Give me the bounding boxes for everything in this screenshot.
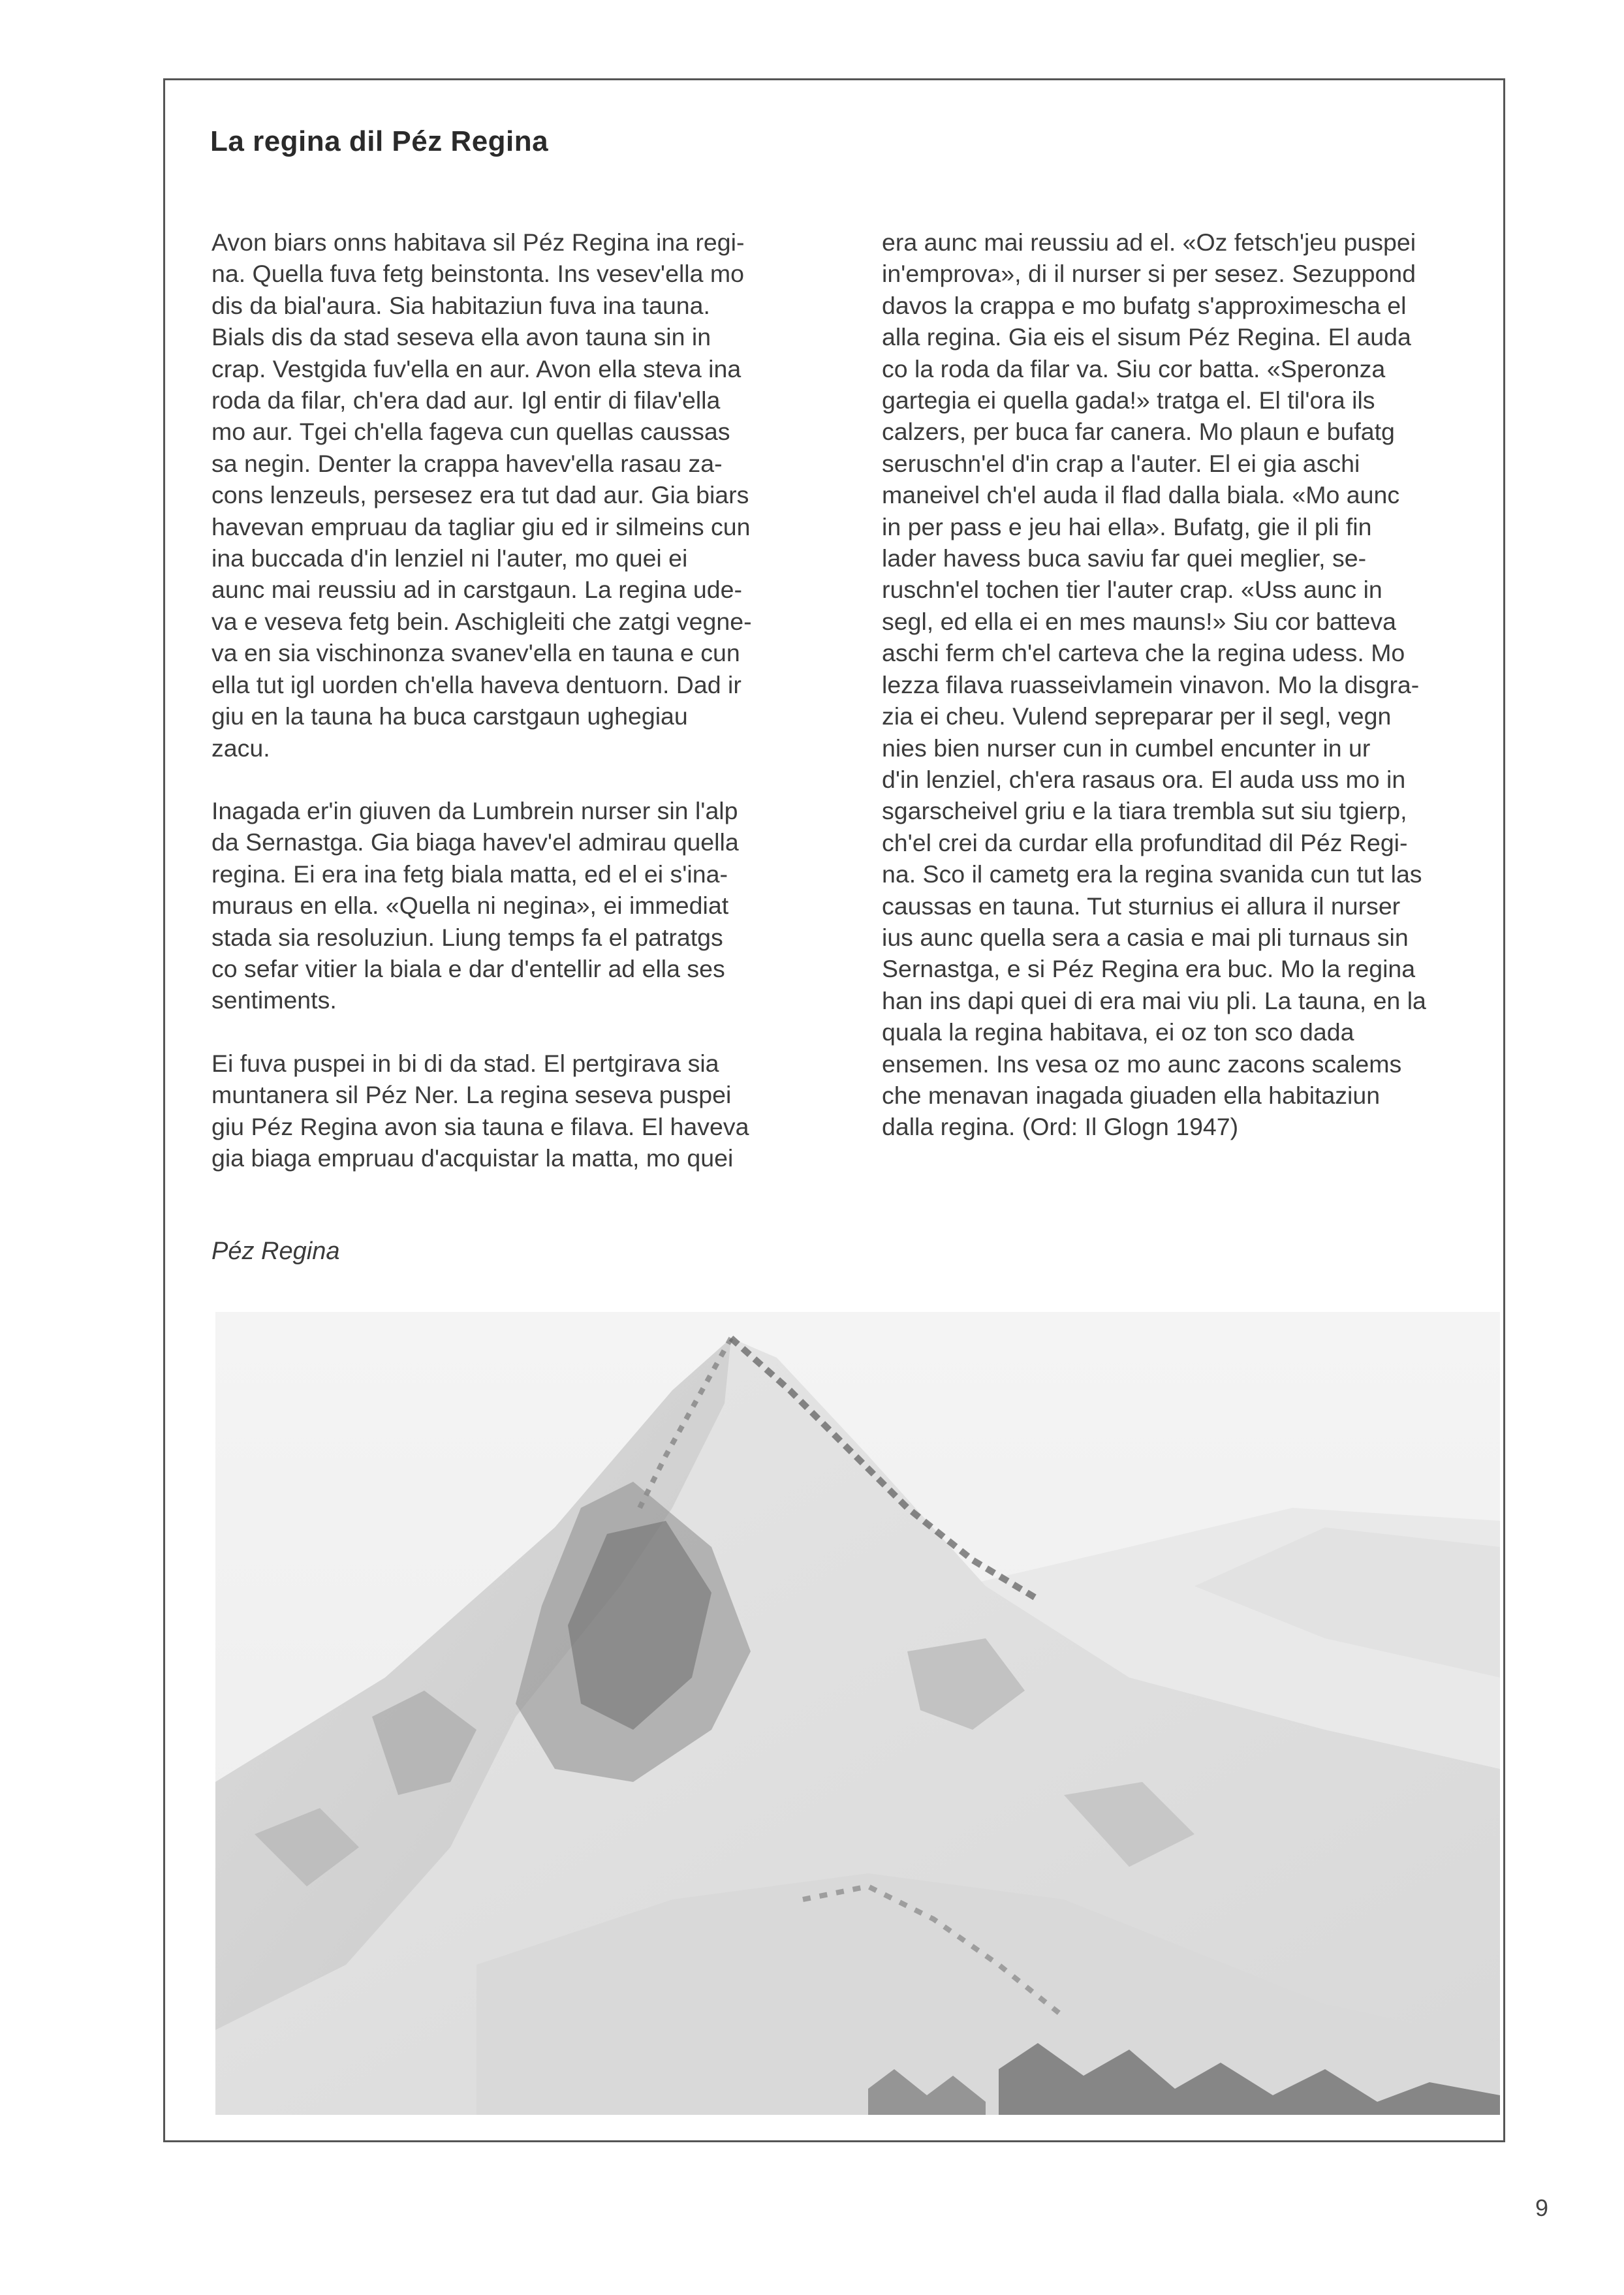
text-line: davos la crappa e mo bufatg s'approximescha el <box>882 291 1407 319</box>
right-text-column <box>882 226 1499 1174</box>
text-line: mo aur. Tgei ch'ella fageva cun quellas caussas <box>211 418 730 446</box>
text-line: ius aunc quella sera a casia e mai pli turnaus sin <box>882 923 1409 951</box>
text-line: in per pass e jeu hai ella». Bufatg, gie il pli fin <box>882 512 1372 540</box>
text-line: Bials dis da stad seseva ella avon tauna sin in <box>211 323 711 351</box>
text-line: ch'el crei da curdar ella profunditad dil Péz Regi- <box>882 828 1408 856</box>
text-line: muntanera sil Péz Ner. La regina seseva puspei <box>211 1081 732 1109</box>
text-line: co la roda da filar va. Siu cor batta. «Speronza <box>882 354 1386 382</box>
text-line: giu en la tauna ha buca carstgaun ughegiau <box>211 702 688 730</box>
text-line: Inagada er'in giuven da Lumbrein nurser sin l'alp <box>211 796 738 824</box>
text-line: seruschn'el d'in crap a l'auter. El ei gia aschi <box>882 449 1360 477</box>
paragraph <box>882 226 1499 1143</box>
text-line: Sernastga, e si Péz Regina era buc. Mo la regina <box>882 955 1416 983</box>
text-line: segl, ed ella ei en mes mauns!» Siu cor batteva <box>882 607 1396 635</box>
text-line: da Sernastga. Gia biaga havev'el admirau quella <box>211 828 739 856</box>
text-line: in'emprova», di il nurser si per sesez. Sezuppond <box>882 260 1416 288</box>
text-line: stada sia resoluziun. Liung temps fa el patratgs <box>211 923 723 951</box>
text-line: va e veseva fetg bein. Aschigleiti che zatgi vegne- <box>211 607 752 635</box>
text-line: muraus en ella. «Quella ni negina», ei immediat <box>211 892 729 920</box>
text-line: nies bien nurser cun in cumbel encunter in ur <box>882 734 1371 762</box>
text-line: ruschn'el tochen tier l'auter crap. «Uss aunc in <box>882 576 1382 604</box>
text-line: cons lenzeuls, persesez era tut dad aur. Gia biars <box>211 481 749 509</box>
text-line: na. Sco il cametg era la regina svanida cun tut las <box>882 860 1422 888</box>
text-line: sentiments. <box>211 986 337 1014</box>
text-line: roda da filar, ch'era dad aur. Igl entir di filav'ella <box>211 386 721 414</box>
text-line: regina. Ei era ina fetg biala matta, ed el ei s'ina- <box>211 860 728 888</box>
text-line: ella tut igl uorden ch'ella haveva dentuorn. Dad ir <box>211 670 742 698</box>
text-line: quala la regina habitava, ei oz ton sco dada <box>882 1018 1354 1046</box>
text-line: Ei fuva puspei in bi di da stad. El pertgirava sia <box>211 1049 719 1077</box>
paragraph <box>211 795 828 1016</box>
text-line: zia ei cheu. Vulend sepreparar per il segl, vegn <box>882 702 1392 730</box>
text-line: maneivel ch'el auda il flad dalla biala. «Mo aunc <box>882 481 1400 509</box>
text-line: sa negin. Denter la crappa havev'ella rasau za- <box>211 449 723 477</box>
mountain-photo <box>215 1312 1500 2115</box>
text-line: dalla regina. (Ord: Il Glogn 1947) <box>882 1113 1239 1141</box>
text-line: va en sia vischinonza svanev'ella en tauna e cun <box>211 639 740 667</box>
text-line: aschi ferm ch'el carteva che la regina udess. Mo <box>882 639 1405 667</box>
paragraph <box>211 1048 828 1174</box>
article-title: La regina dil Péz Regina <box>210 125 549 157</box>
text-line: d'in lenziel, ch'era rasaus ora. El auda uss mo in <box>882 765 1406 793</box>
text-line: caussas en tauna. Tut sturnius ei allura il nurser <box>882 892 1401 920</box>
photo-caption: Péz Regina <box>211 1238 340 1265</box>
text-line: lader havess buca saviu far quei meglier, se- <box>882 544 1367 572</box>
left-text-column <box>211 226 828 1205</box>
text-line: era aunc mai reussiu ad el. «Oz fetsch'jeu puspei <box>882 228 1416 256</box>
paragraph <box>211 226 828 764</box>
text-line: crap. Vestgida fuv'ella en aur. Avon ella steva ina <box>211 354 742 382</box>
text-line: havevan empruau da tagliar giu ed ir silmeins cun <box>211 512 751 540</box>
text-line: na. Quella fuva fetg beinstonta. Ins vesev'ella mo <box>211 260 744 288</box>
text-line: ensemen. Ins vesa oz mo aunc zacons scalems <box>882 1050 1402 1078</box>
text-line: gia biaga empruau d'acquistar la matta, mo quei <box>211 1144 734 1172</box>
text-line: gartegia ei quella gada!» tratga el. El til'ora ils <box>882 386 1375 414</box>
text-line: ina buccada d'in lenziel ni l'auter, mo quei ei <box>211 544 688 572</box>
text-line: che menavan inagada giuaden ella habitaziun <box>882 1081 1381 1109</box>
text-line: lezza filava ruasseivlamein vinavon. Mo la disgra- <box>882 670 1420 698</box>
text-line: zacu. <box>211 734 270 762</box>
text-line: Avon biars onns habitava sil Péz Regina ina regi- <box>211 228 745 256</box>
text-line: co sefar vitier la biala e dar d'entellir ad ella ses <box>211 954 725 982</box>
text-line: giu Péz Regina avon sia tauna e filava. El haveva <box>211 1112 749 1140</box>
text-line: han ins dapi quei di era mai viu pli. La tauna, en la <box>882 986 1426 1014</box>
text-line: calzers, per buca far canera. Mo plaun e bufatg <box>882 418 1395 446</box>
text-line: aunc mai reussiu ad in carstgaun. La regina ude- <box>211 576 742 604</box>
page-number: 9 <box>1535 2194 1549 2221</box>
text-line: alla regina. Gia eis el sisum Péz Regina. El auda <box>882 323 1411 351</box>
text-line: dis da bial'aura. Sia habitaziun fuva ina tauna. <box>211 291 710 319</box>
text-line: sgarscheivel griu e la tiara trembla sut siu tgierp, <box>882 797 1407 825</box>
